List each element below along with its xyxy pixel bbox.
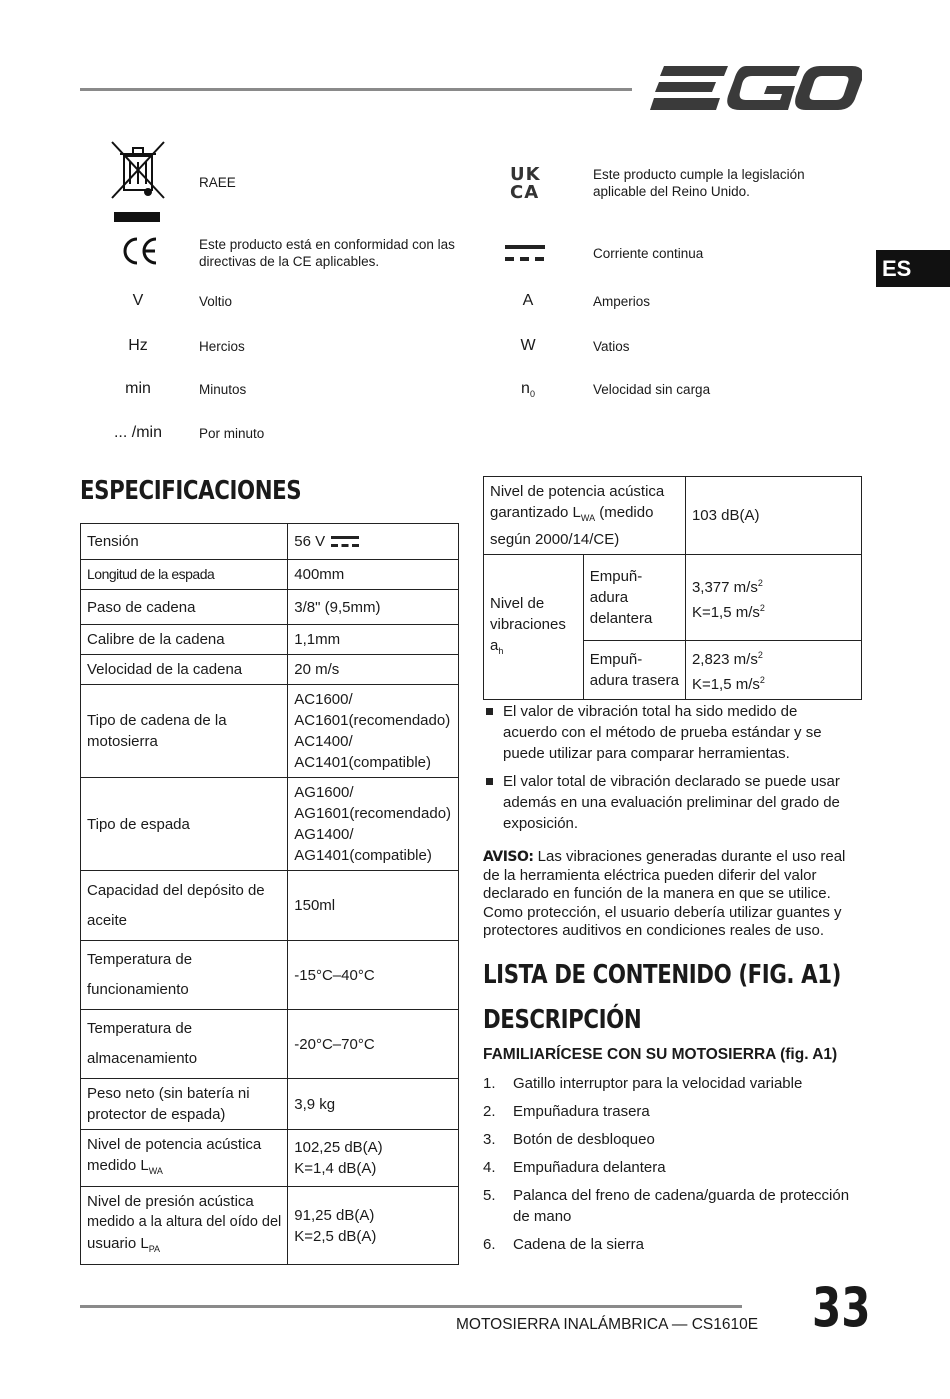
table-row bbox=[81, 1187, 459, 1265]
symbol-desc-minutes: Minutos bbox=[199, 382, 247, 397]
symbol-ce-mark bbox=[120, 236, 160, 266]
table-row bbox=[484, 477, 862, 555]
spec-front-handle-label bbox=[583, 555, 685, 641]
symbol-n-sub: 0 bbox=[529, 389, 535, 400]
spec-voltage-label: Tensión bbox=[81, 524, 288, 560]
symbol-weee-bin bbox=[108, 140, 168, 224]
list-item: El valor de vibración total ha sido medido de acuerdo con el método de prueba estándar y se puede utilizar para comparar herramientas. bbox=[483, 701, 855, 764]
weee-bin-icon bbox=[108, 140, 168, 224]
part-number: 3. bbox=[483, 1131, 496, 1148]
spec-lpa-label-line: medido a la altura del oído del bbox=[87, 1214, 282, 1230]
spec-glwa-label-line-2 bbox=[490, 502, 679, 529]
spec-lpa-label-line: Nivel de presión acústica bbox=[87, 1193, 254, 1210]
part-number: 5. bbox=[483, 1187, 496, 1204]
symbol-minutes: min bbox=[125, 380, 151, 397]
page-number: 33 bbox=[812, 1276, 871, 1339]
spec-glwa-label-line: Nivel de potencia acústica bbox=[490, 483, 665, 500]
spec-oil-label-line: aceite bbox=[87, 911, 128, 929]
spec-front-handle-value-line bbox=[692, 598, 855, 623]
spec-chain-type-label: Tipo de cadena de la motosierra bbox=[81, 685, 288, 778]
spec-vibration-sub: h bbox=[498, 645, 504, 656]
contents-heading-wrap bbox=[483, 960, 920, 990]
list-item: El valor total de vibración declarado se puede usar además en una evaluación preliminar del grado de exposición. bbox=[483, 771, 855, 834]
spec-pitch-label: Paso de cadena bbox=[81, 590, 288, 625]
spec-lpa-label-text: usuario L bbox=[87, 1235, 149, 1252]
spec-bar-length-value: 400mm bbox=[288, 560, 459, 590]
symbol-desc-weee: RAEE bbox=[199, 175, 236, 190]
contents-heading: LISTA DE CONTENIDO (FIG. A1) bbox=[483, 960, 841, 990]
symbol-desc-no-load-speed: Velocidad sin carga bbox=[593, 382, 711, 397]
spec-rear-handle-value bbox=[685, 641, 861, 700]
list-item bbox=[483, 1157, 858, 1178]
spec-gauge-value: 1,1mm bbox=[288, 625, 459, 655]
spec-front-handle-value-line bbox=[692, 573, 855, 598]
table-row bbox=[81, 590, 459, 625]
language-tab: ES bbox=[876, 250, 950, 287]
table-row bbox=[81, 685, 459, 778]
description-heading-wrap bbox=[483, 1005, 676, 1035]
spec-vibration-label-line-3 bbox=[490, 635, 577, 662]
symbol-desc-ce: Este producto está en conformidad con las directivas de la CE aplicables. bbox=[199, 237, 455, 269]
part-text: Gatillo interruptor para la velocidad variable bbox=[513, 1075, 803, 1092]
symbol-n: n bbox=[521, 380, 530, 397]
spec-heading: ESPECIFICACIONES bbox=[80, 476, 302, 506]
table-row bbox=[81, 871, 459, 941]
table-row bbox=[81, 778, 459, 871]
spec-lpa-label-line-3 bbox=[87, 1233, 281, 1260]
part-text: Empuñadura delantera bbox=[513, 1159, 666, 1176]
spec-front-k-text: K=1,5 m/s bbox=[691, 603, 760, 621]
symbol-desc-ampere: Amperios bbox=[593, 294, 651, 309]
spec-rear-k-sup: 2 bbox=[759, 675, 765, 685]
symbol-desc-per-minute: Por minuto bbox=[199, 426, 265, 441]
spec-speed-value: 20 m/s bbox=[288, 655, 459, 685]
symbol-hertz: Hz bbox=[128, 337, 148, 354]
spec-lwa-value bbox=[288, 1130, 459, 1187]
symbol-watt: W bbox=[520, 337, 536, 354]
part-text: Empuñadura trasera bbox=[513, 1103, 650, 1120]
symbol-desc-dc: Corriente continua bbox=[593, 246, 704, 261]
ce-mark-icon bbox=[120, 236, 160, 266]
part-number: 2. bbox=[483, 1103, 496, 1120]
warning-text: Las vibraciones generadas durante el uso real de la herramienta eléctrica pueden diferir del valor declarado en función de la manera en que se utilice. Como protección, el usuario debería utilizar guantes y protectores auditivos en condiciones reales de uso. bbox=[483, 848, 846, 939]
spec-oil-value: 150ml bbox=[288, 871, 459, 941]
spec-rear-value-sup: 2 bbox=[757, 650, 763, 660]
spec-bar-type-line: AG1400/ bbox=[294, 826, 354, 843]
footer-title: MOTOSIERRA INALÁMBRICA — CS1610E bbox=[456, 1316, 759, 1333]
warning-note bbox=[483, 848, 853, 941]
symbol-no-load-speed bbox=[488, 380, 568, 399]
spec-glwa-label-line: según 2000/14/CE) bbox=[490, 531, 620, 548]
spec-lpa-label bbox=[81, 1187, 288, 1265]
spec-bar-type-value bbox=[288, 778, 459, 871]
spec-weight-value: 3,9 kg bbox=[288, 1079, 459, 1130]
spec-oil-label-line: Capacidad del depósito de bbox=[87, 881, 265, 899]
spec-storage-temp-label-line: almacenamiento bbox=[87, 1050, 198, 1067]
spec-front-handle-value bbox=[685, 555, 861, 641]
spec-storage-temp-label bbox=[81, 1010, 288, 1079]
spec-vibration-label-text: a bbox=[490, 636, 499, 654]
spec-front-handle-line: Empuñ- bbox=[589, 568, 643, 585]
ukca-mark-icon bbox=[510, 166, 548, 202]
spec-op-temp-label bbox=[81, 941, 288, 1010]
spec-op-temp-label-line: funcionamiento bbox=[87, 981, 189, 998]
part-text: Cadena de la sierra bbox=[513, 1236, 644, 1253]
list-item bbox=[483, 1073, 858, 1094]
spec-bar-type-line: AG1601(recomendado) bbox=[294, 805, 452, 822]
table-row bbox=[81, 560, 459, 590]
description-heading: DESCRIPCIÓN bbox=[483, 1005, 642, 1035]
spec-rear-k-text: K=1,5 m/s bbox=[691, 676, 760, 693]
spec-storage-temp-value: -20°C–70°C bbox=[288, 1010, 459, 1079]
spec-table bbox=[80, 523, 459, 1265]
familiarize-heading: FAMILIARÍCESE CON SU MOTOSIERRA (fig. A1) bbox=[483, 1046, 838, 1063]
part-number: 1. bbox=[483, 1075, 496, 1092]
table-row bbox=[81, 625, 459, 655]
table-row bbox=[81, 1130, 459, 1187]
spec-lwa-value-line: 102,25 dB(A) bbox=[294, 1139, 383, 1156]
spec-front-value-text: 3,377 m/s bbox=[691, 578, 758, 596]
ukca-line-uk: UK bbox=[510, 164, 541, 185]
vibration-bullets bbox=[483, 701, 855, 841]
spec-bar-type-line: AG1600/ bbox=[294, 784, 354, 801]
spec-rear-handle-value-line bbox=[692, 670, 855, 695]
direct-current-icon bbox=[331, 536, 359, 548]
header-rule bbox=[80, 88, 632, 91]
spec-lwa-label-text: medido L bbox=[87, 1157, 149, 1174]
spec-vibration-label bbox=[484, 555, 584, 700]
symbol-volt: V bbox=[132, 292, 144, 309]
spec-speed-label: Velocidad de la cadena bbox=[81, 655, 288, 685]
part-text: Botón de desbloqueo bbox=[513, 1131, 655, 1148]
spec-chain-type-line: AC1600/ bbox=[294, 691, 353, 708]
spec-front-handle-line: adura bbox=[589, 589, 629, 606]
direct-current-icon bbox=[505, 245, 545, 263]
spec-voltage-text: 56 V bbox=[294, 533, 326, 550]
spec-rear-handle-line: Empuñ- bbox=[589, 651, 643, 668]
spec-op-temp-value: -15°C–40°C bbox=[288, 941, 459, 1010]
spec-weight-label-line: Peso neto (sin batería ni bbox=[87, 1085, 250, 1102]
table-row bbox=[81, 655, 459, 685]
spec-weight-label bbox=[81, 1079, 288, 1130]
spec-rear-handle-value-line bbox=[692, 645, 855, 670]
table-row bbox=[81, 524, 459, 560]
symbol-desc-volt: Voltio bbox=[199, 294, 233, 309]
spec-oil-label bbox=[81, 871, 288, 941]
part-number: 4. bbox=[483, 1159, 496, 1176]
spec-bar-type-line: AG1401(compatible) bbox=[294, 847, 432, 864]
spec-lpa-value-line: K=2,5 dB(A) bbox=[294, 1227, 377, 1245]
list-item bbox=[483, 1185, 858, 1227]
footer-rule bbox=[80, 1305, 742, 1308]
spec-table-right bbox=[483, 476, 862, 700]
list-item bbox=[483, 1234, 858, 1255]
spec-bar-length-label: Longitud de la espada bbox=[81, 560, 288, 590]
spec-lwa-value-line: K=1,4 dB(A) bbox=[294, 1160, 377, 1177]
spec-chain-type-value bbox=[288, 685, 459, 778]
spec-lwa-label-line: Nivel de potencia acústica bbox=[87, 1136, 262, 1153]
table-row bbox=[484, 555, 862, 641]
spec-front-k-sup: 2 bbox=[759, 602, 765, 613]
spec-voltage-value bbox=[288, 524, 459, 560]
table-row bbox=[81, 941, 459, 1010]
spec-rear-value-text: 2,823 m/s bbox=[691, 651, 758, 668]
spec-glwa-value: 103 dB(A) bbox=[685, 477, 861, 555]
spec-storage-temp-label-line: Temperatura de bbox=[87, 1020, 193, 1037]
spec-bar-type-label: Tipo de espada bbox=[81, 778, 288, 871]
spec-chain-type-line: AC1400/ bbox=[294, 733, 353, 750]
spec-pitch-value: 3/8" (9,5mm) bbox=[288, 590, 459, 625]
part-text: Palanca del freno de cadena/guarda de protección de mano bbox=[513, 1187, 850, 1225]
spec-lpa-sub: PA bbox=[148, 1244, 161, 1254]
list-item bbox=[483, 1101, 858, 1122]
ukca-line-ca: CA bbox=[510, 182, 540, 203]
spec-weight-label-line: protector de espada) bbox=[87, 1106, 226, 1123]
symbol-desc-hertz: Hercios bbox=[199, 339, 245, 354]
spec-lpa-value-line: 91,25 dB(A) bbox=[294, 1206, 375, 1224]
spec-gauge-label: Calibre de la cadena bbox=[81, 625, 288, 655]
spec-vibration-label-line: vibraciones bbox=[490, 615, 566, 633]
spec-glwa-label bbox=[484, 477, 686, 555]
spec-vibration-label-line: Nivel de bbox=[490, 594, 545, 612]
spec-heading-wrap bbox=[80, 476, 350, 506]
spec-chain-type-line: AC1401(compatible) bbox=[294, 754, 432, 771]
part-number: 6. bbox=[483, 1236, 496, 1253]
symbol-ampere: A bbox=[522, 292, 534, 309]
table-row bbox=[81, 1079, 459, 1130]
symbol-per-minute: ... /min bbox=[113, 424, 162, 441]
spec-rear-handle-line: adura trasera bbox=[589, 672, 679, 689]
spec-front-handle-line: delantera bbox=[589, 610, 653, 627]
spec-rear-handle-label bbox=[583, 641, 685, 700]
spec-lwa-label-line-2 bbox=[87, 1155, 281, 1182]
spec-front-value-sup: 2 bbox=[757, 577, 763, 588]
spec-lwa-sub: WA bbox=[148, 1166, 163, 1176]
spec-glwa-label-text: garantizado L bbox=[490, 504, 581, 521]
symbol-desc-watt: Vatios bbox=[593, 339, 630, 354]
spec-glwa-label-text-2: (medido bbox=[595, 504, 654, 521]
symbol-desc-ukca: Este producto cumple la legislación aplicable del Reino Unido. bbox=[593, 167, 805, 199]
spec-glwa-sub: WA bbox=[580, 513, 596, 523]
spec-op-temp-label-line: Temperatura de bbox=[87, 951, 193, 968]
list-item bbox=[483, 1129, 858, 1150]
spec-lwa-label bbox=[81, 1130, 288, 1187]
table-row bbox=[81, 1010, 459, 1079]
ego-logo bbox=[650, 62, 862, 116]
spec-lpa-value bbox=[288, 1187, 459, 1265]
warning-label: AVISO: bbox=[483, 849, 534, 865]
parts-list bbox=[483, 1073, 858, 1262]
spec-chain-type-line: AC1601(recomendado) bbox=[294, 712, 451, 729]
